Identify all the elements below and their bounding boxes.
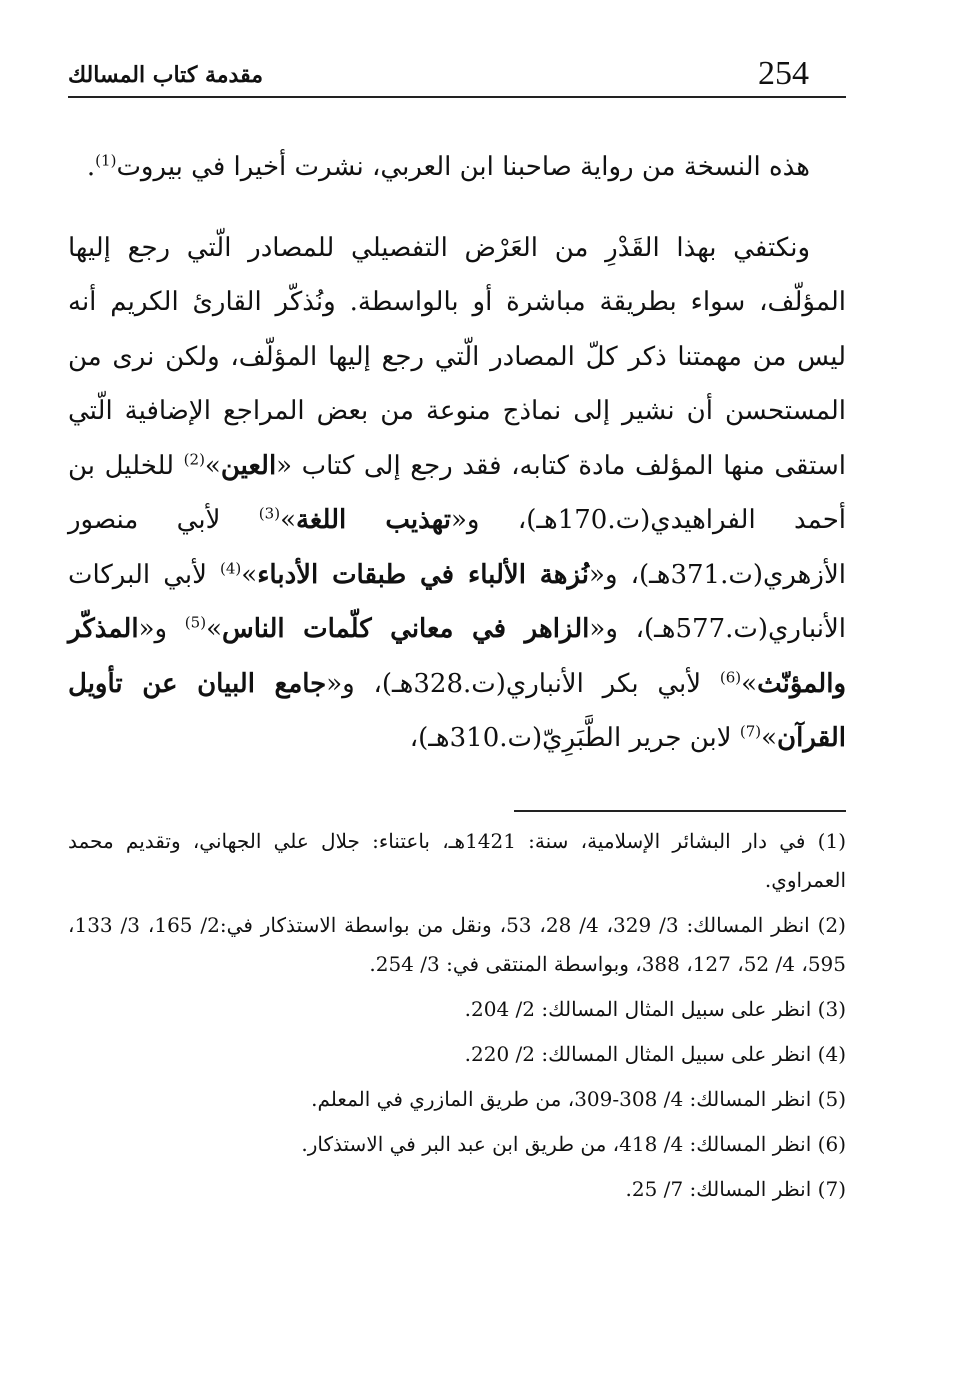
text-run: لأبي منصور الأزهري(ت.371هـ)، و« <box>68 505 846 590</box>
book-title-tahdhib: تهذيب اللغة <box>295 505 452 535</box>
footnote-ref-4: (4) <box>220 558 242 577</box>
text-run: » <box>761 723 778 753</box>
footnote-ref-2: (2) <box>183 449 205 468</box>
text-run: » <box>241 559 258 590</box>
page-number: 254 <box>758 55 809 92</box>
text-run: » <box>204 450 221 481</box>
text-run: لأبي بكر الأنباري(ت.328هـ)، و« <box>326 668 720 699</box>
footnote-4: (4) انظر على سبيل المثال المسالك: 2/ 220. <box>464 1042 846 1066</box>
text-run: لابن جرير الطَّبَرِيّ(ت.310هـ)، <box>409 723 740 753</box>
book-title-mudhakkar: المذكّر والمؤنّث <box>68 614 846 699</box>
footnotes <box>68 822 846 1209</box>
book-title-jami-al-bayan: جامع البيان عن تأويل القرآن <box>68 668 846 753</box>
footnote-5: (5) انظر المسالك: 4/ 308-309، من طريق المازري في المعلم. <box>311 1087 846 1111</box>
footnote-ref-7: (7) <box>739 722 762 741</box>
paragraph-1-text: هذه النسخة من رواية صاحبنا ابن العربي، نشرت أخيرا في بيروت <box>116 152 810 182</box>
footnote-separator <box>514 810 846 812</box>
footnote-ref-3: (3) <box>258 504 281 523</box>
text-run: ونكتفي بهذا القَدْرِ من العَرْض التفصيلي للمصادر الّتي رجع إليها المؤلّف، سواء بطريقة مباشرة أو بالواسطة. ونُذكّر القارئ الكريم أنه ليس من مهمتنا ذكر كلّ المصادر الّتي رجع إليها المؤلّف، ولكن نرى من المستحسن أن نشير إلى نماذج منوعة من بعض المراجع الإضافية الّتي استقى منها المؤلف مادة كتابه، فقد رجع إلى كتاب « <box>68 232 847 481</box>
book-title-al-ayn: العين <box>220 450 277 481</box>
book-title-zahir: الزاهر في معاني كلّمات الناس <box>221 614 590 644</box>
footnote-ref-6: (6) <box>719 667 742 686</box>
main-text <box>68 140 846 766</box>
paragraph-1 <box>68 140 846 195</box>
text-run: » <box>280 505 296 535</box>
page-header <box>68 52 846 96</box>
footnote-2: (2) انظر المسالك: 3/ 329، 4/ 28، 53، ونقل من بواسطة الاستذكار في:2/ 165، 3/ 133، 595، 4/ 52، 127، 388، وبواسطة المنتقى في: 3/ 254. <box>68 913 846 976</box>
footnote-6: (6) انظر المسالك: 4/ 418، من طريق ابن عبد البر في الاستذكار. <box>301 1132 846 1156</box>
text-run: و« <box>138 614 185 644</box>
footnote-7: (7) انظر المسالك: 7/ 25. <box>625 1177 846 1201</box>
header-rule <box>68 96 846 98</box>
text-run: للخليل بن أحمد الفراهيدي(ت.170هـ)، و« <box>68 450 847 535</box>
text-run: » <box>206 614 222 644</box>
footnote-3: (3) انظر على سبيل المثال المسالك: 2/ 204. <box>464 997 846 1021</box>
paragraph-2 <box>68 221 846 766</box>
book-title-nuzhat: نُزهة الألباء في طبقات الأدباء <box>257 559 590 590</box>
footnote-ref-1: (1) <box>95 151 117 170</box>
footnote-ref-5: (5) <box>184 613 207 632</box>
footnote-1: (1) في دار البشائر الإسلامية، سنة: 1421هـ، باعتناء: جلال علي الجهاني، وتقديم محمد العمراوي. <box>68 829 846 892</box>
text-run: » <box>741 668 758 699</box>
running-title: مقدمة كتاب المسالك <box>68 62 263 88</box>
paragraph-1-end: . <box>86 152 96 182</box>
text-run: لأبي البركات الأنباري(ت.577هـ)، و« <box>68 559 847 644</box>
